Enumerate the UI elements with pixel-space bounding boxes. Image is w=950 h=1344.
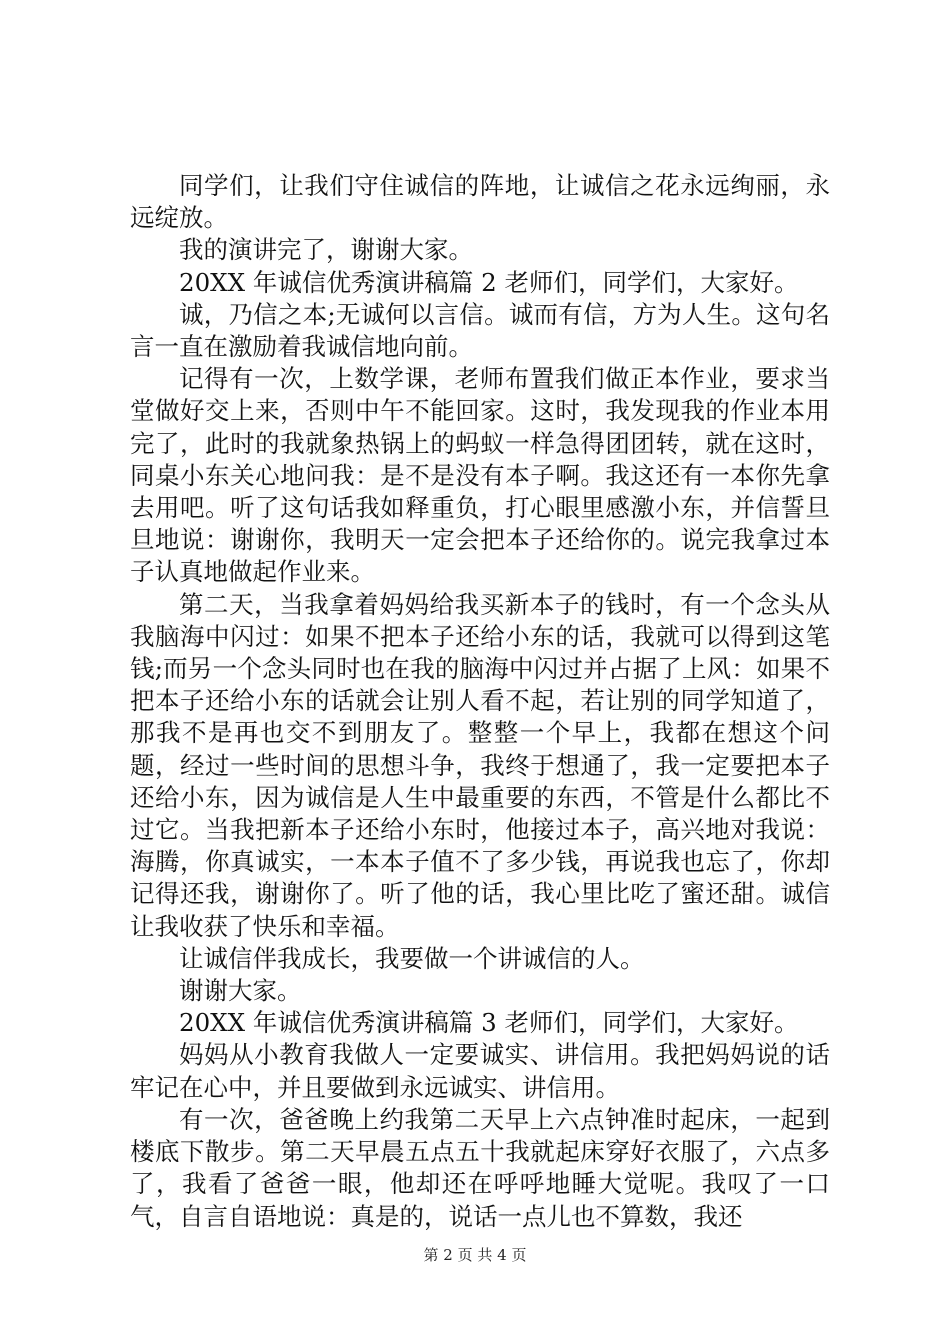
- paragraph: 有一次，爸爸晚上约我第二天早上六点钟准时起床，一起到楼底下散步。第二天早晨五点五十我就起床穿好衣服了，六点多了，我看了爸爸一眼，他却还在呼呼地睡大觉呢。我叹了一口气，自言自语地说：真是的，说话一点儿也不算数，我还: [130, 1104, 830, 1231]
- page-number-footer: 第 2 页 共 4 页: [423, 1246, 527, 1264]
- document-body: [130, 170, 830, 1233]
- paragraph: 同学们，让我们守住诚信的阵地，让诚信之花永远绚丽，永远绽放。: [130, 171, 830, 233]
- paragraph: 诚，乃信之本;无诚何以言信。诚而有信，方为人生。这句名言一直在激励着我诚信地向前。: [130, 299, 830, 362]
- paragraph: 我的演讲完了，谢谢大家。: [179, 235, 473, 265]
- paragraph: 妈妈从小教育我做人一定要诚实、讲信用。我把妈妈说的话牢记在心中，并且要做到永远诚实、讲信用。: [130, 1040, 830, 1102]
- paragraph: 20XX 年诚信优秀演讲稿篇 2 老师们，同学们，大家好。: [179, 267, 799, 297]
- paragraph: 20XX 年诚信优秀演讲稿篇 3 老师们，同学们，大家好。: [179, 1008, 799, 1038]
- paragraph: 谢谢大家。: [179, 976, 302, 1006]
- paragraph: 让诚信伴我成长，我要做一个讲诚信的人。: [179, 943, 645, 973]
- paragraph: 记得有一次，上数学课，老师布置我们做正本作业，要求当堂做好交上来，否则中午不能回家。这时，我发现我的作业本用完了，此时的我就象热锅上的蚂蚁一样急得团团转，就在这时，同桌小东关心地问我：是不是没有本子啊。我这还有一本你先拿去用吧。听了这句话我如释重负，打心眼里感激小东，并信誓旦旦地说：谢谢你，我明天一定会把本子还给你的。说完我拿过本子认真地做起作业来。: [130, 364, 830, 587]
- paragraph: 第二天，当我拿着妈妈给我买新本子的钱时，有一个念头从我脑海中闪过：如果不把本子还给小东的话，我就可以得到这笔钱;而另一个念头同时也在我的脑海中闪过并占据了上风：如果不把本子还给小东的话就会让别人看不起，若让别的同学知道了，那我不是再也交不到朋友了。整整一个早上，我都在想这个问题，经过一些时间的思想斗争，我终于想通了，我一定要把本子还给小东，因为诚信是人生中最重要的东西，不管是什么都比不过它。当我把新本子还给小东时，他接过本子，高兴地对我说：海腾，你真诚实，一本本子值不了多少钱，再说我也忘了，你却记得还我，谢谢你了。听了他的话，我心里比吃了蜜还甜。诚信让我收获了快乐和幸福。: [130, 589, 830, 941]
